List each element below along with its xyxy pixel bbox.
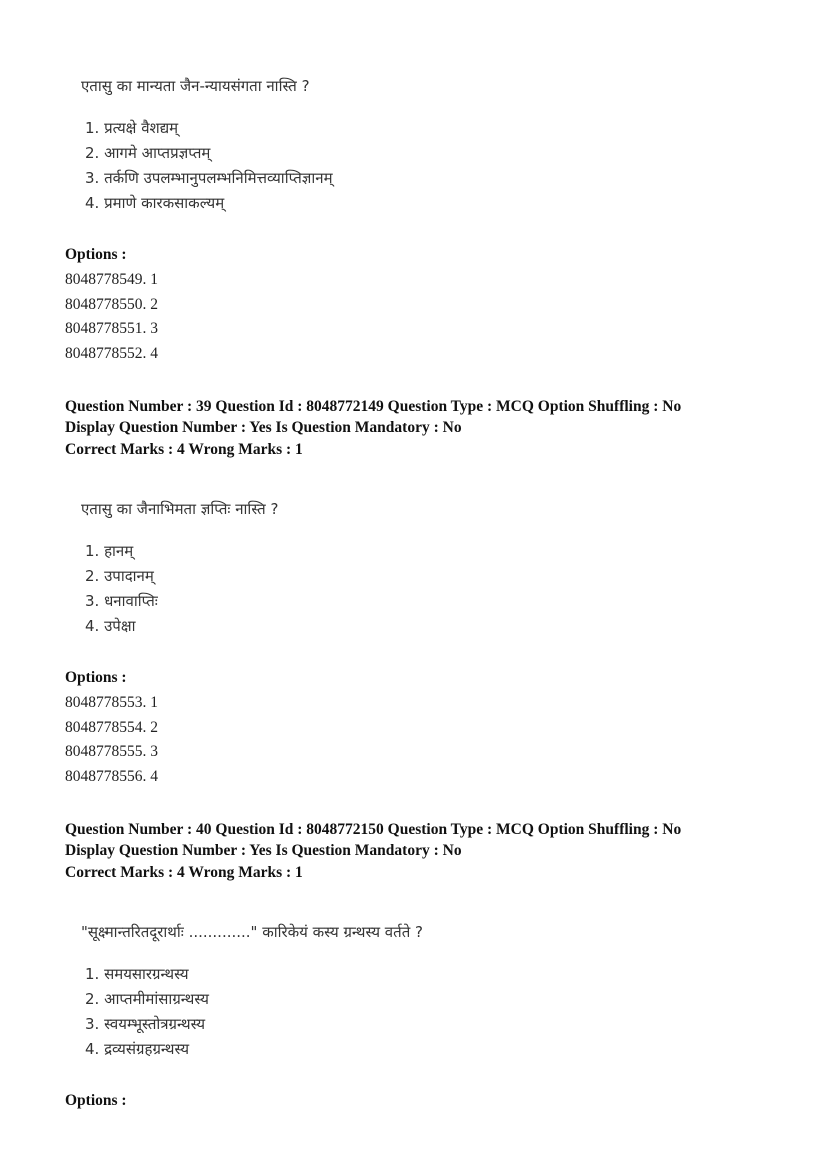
- option-id: 8048778553. 1: [65, 694, 158, 711]
- choice-item: 4. उपेक्षा: [85, 617, 136, 635]
- choice-item: 1. समयसारग्रन्थस्य: [85, 965, 189, 983]
- option-id: 8048778551. 3: [65, 320, 158, 337]
- question-meta: [65, 397, 681, 461]
- question-text: एतासु का मान्यता जैन-न्यायसंगता नास्ति ?: [81, 77, 310, 95]
- choice-item: 1. प्रत्यक्षे वैशद्यम्: [85, 119, 179, 137]
- choice-item: 3. धनावाप्तिः: [85, 592, 158, 610]
- choice-item: 2. आगमे आप्तप्रज्ञप्तम्: [85, 144, 211, 162]
- question-meta-line: Question Number : 40 Question Id : 8048772150 Question Type : MCQ Option Shuffling : No: [65, 821, 682, 838]
- choice-item: 4. द्रव्यसंग्रहग्रन्थस्य: [85, 1040, 190, 1058]
- choice-list: [85, 539, 158, 639]
- question-text: "सूक्ष्मान्तरितदूरार्थाः ............." कारिकेयं कस्य ग्रन्थस्य वर्तते ?: [81, 923, 423, 941]
- choice-item: 3. तर्कणि उपलम्भानुपलम्भनिमित्तव्याप्तिज्ञानम्: [85, 169, 333, 187]
- options-label: Options :: [65, 669, 127, 686]
- option-id: 8048778555. 3: [65, 743, 158, 760]
- choice-item: 2. उपादानम्: [85, 567, 154, 585]
- option-id: 8048778554. 2: [65, 718, 158, 736]
- options-label: Options :: [65, 1092, 127, 1109]
- question-meta-line: Display Question Number : Yes Is Question Mandatory : No: [65, 418, 462, 436]
- marks-line: Correct Marks : 4 Wrong Marks : 1: [65, 441, 303, 458]
- option-id: 8048778552. 4: [65, 344, 158, 362]
- question-meta: [65, 820, 681, 884]
- choice-item: 2. आप्तमीमांसाग्रन्थस्य: [85, 990, 209, 1008]
- options-list: [65, 691, 158, 789]
- option-id: 8048778550. 2: [65, 295, 158, 313]
- option-id: 8048778556. 4: [65, 767, 158, 785]
- question-meta-line: Display Question Number : Yes Is Question Mandatory : No: [65, 841, 462, 859]
- option-id: 8048778549. 1: [65, 271, 158, 288]
- options-label: Options :: [65, 246, 127, 263]
- choice-item: 4. प्रमाणे कारकसाकल्यम्: [85, 194, 225, 212]
- choice-item: 3. स्वयम्भूस्तोत्रग्रन्थस्य: [85, 1015, 206, 1033]
- choice-item: 1. हानम्: [85, 542, 134, 560]
- choice-list: [85, 116, 333, 216]
- question-meta-line: Question Number : 39 Question Id : 8048772149 Question Type : MCQ Option Shuffling : No: [65, 398, 682, 415]
- options-list: [65, 268, 158, 366]
- marks-line: Correct Marks : 4 Wrong Marks : 1: [65, 864, 303, 881]
- choice-list: [85, 962, 209, 1062]
- question-text: एतासु का जैनाभिमता ज्ञप्तिः नास्ति ?: [81, 500, 279, 518]
